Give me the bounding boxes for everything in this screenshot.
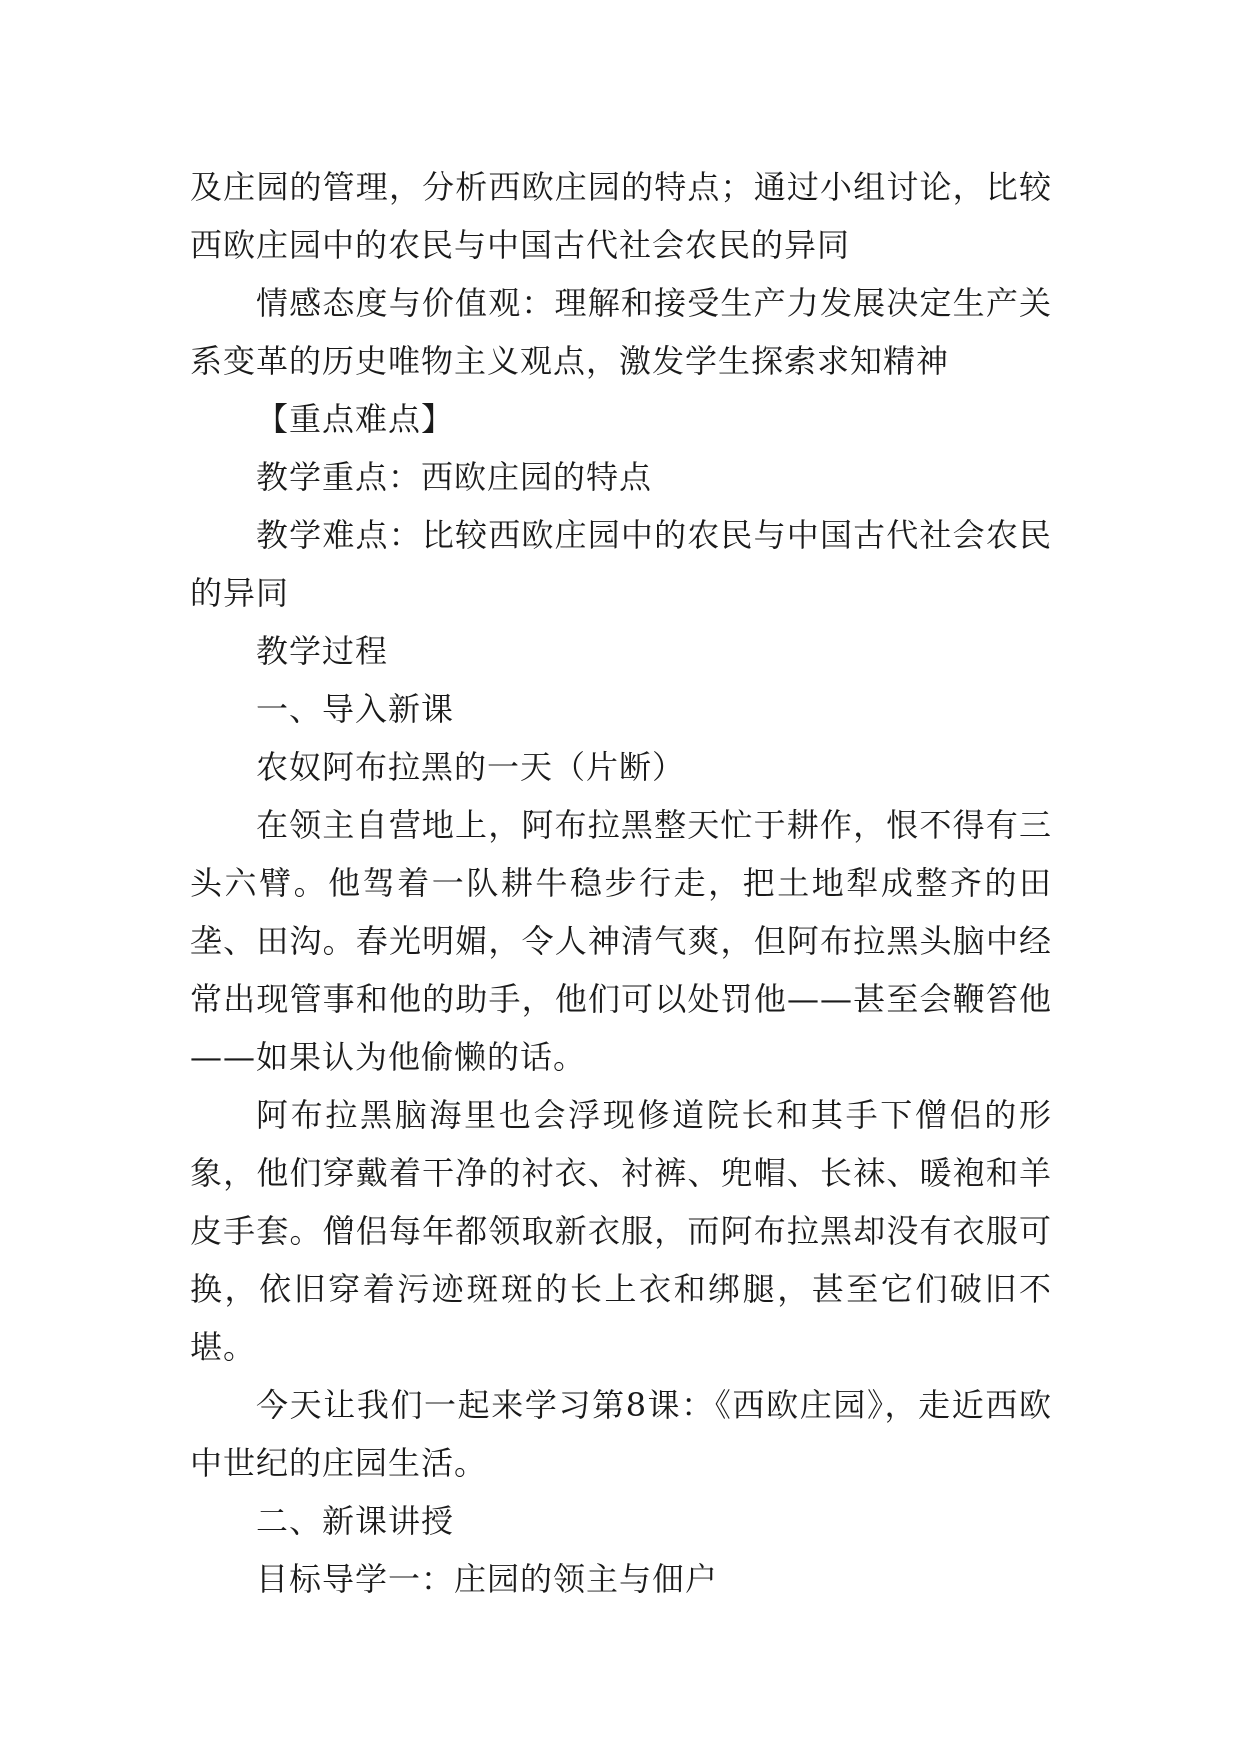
paragraph-teaching-difficulty: 教学难点：比较西欧庄园中的农民与中国古代社会农民的异同	[190, 516, 1052, 612]
paragraph-story-part-1: 在领主自营地上，阿布拉黑整天忙于耕作，恨不得有三头六臂。他驾着一队耕牛稳步行走，把土地犁成整齐的田垄、田沟。春光明媚，令人神清气爽，但阿布拉黑头脑中经常出现管事和他的助手，他们可以处罚他——甚至会鞭笞他——如果认为他偷懒的话。	[190, 806, 1052, 1076]
paragraph-intro-continuation: 及庄园的管理，分析西欧庄园的特点；通过小组讨论，比较西欧庄园中的农民与中国古代社会农民的异同	[190, 168, 1052, 264]
document-body	[190, 158, 1052, 1608]
paragraph-story-part-2: 阿布拉黑脑海里也会浮现修道院长和其手下僧侣的形象，他们穿戴着干净的衬衣、衬裤、兜帽、长袜、暖袍和羊皮手套。僧侣每年都领取新衣服，而阿布拉黑却没有衣服可换，依旧穿着污迹斑斑的长上衣和绑腿，甚至它们破旧不堪。	[190, 1096, 1052, 1366]
heading-section-introduction: 一、导入新课	[256, 690, 455, 728]
heading-story-title: 农奴阿布拉黑的一天（片断）	[256, 748, 686, 786]
heading-key-difficult-points: 【重点难点】	[256, 400, 455, 438]
paragraph-emotion-values: 情感态度与价值观：理解和接受生产力发展决定生产关系变革的历史唯物主义观点，激发学生探索求知精神	[190, 284, 1052, 380]
paragraph-today-lesson: 今天让我们一起来学习第8课：《西欧庄园》，走近西欧中世纪的庄园生活。	[190, 1386, 1052, 1482]
heading-section-new-lesson: 二、新课讲授	[256, 1502, 455, 1540]
paragraph-teaching-key-point: 教学重点：西欧庄园的特点	[256, 458, 653, 496]
heading-teaching-process: 教学过程	[256, 632, 389, 670]
heading-goal-1: 目标导学一：庄园的领主与佃户	[256, 1560, 719, 1598]
